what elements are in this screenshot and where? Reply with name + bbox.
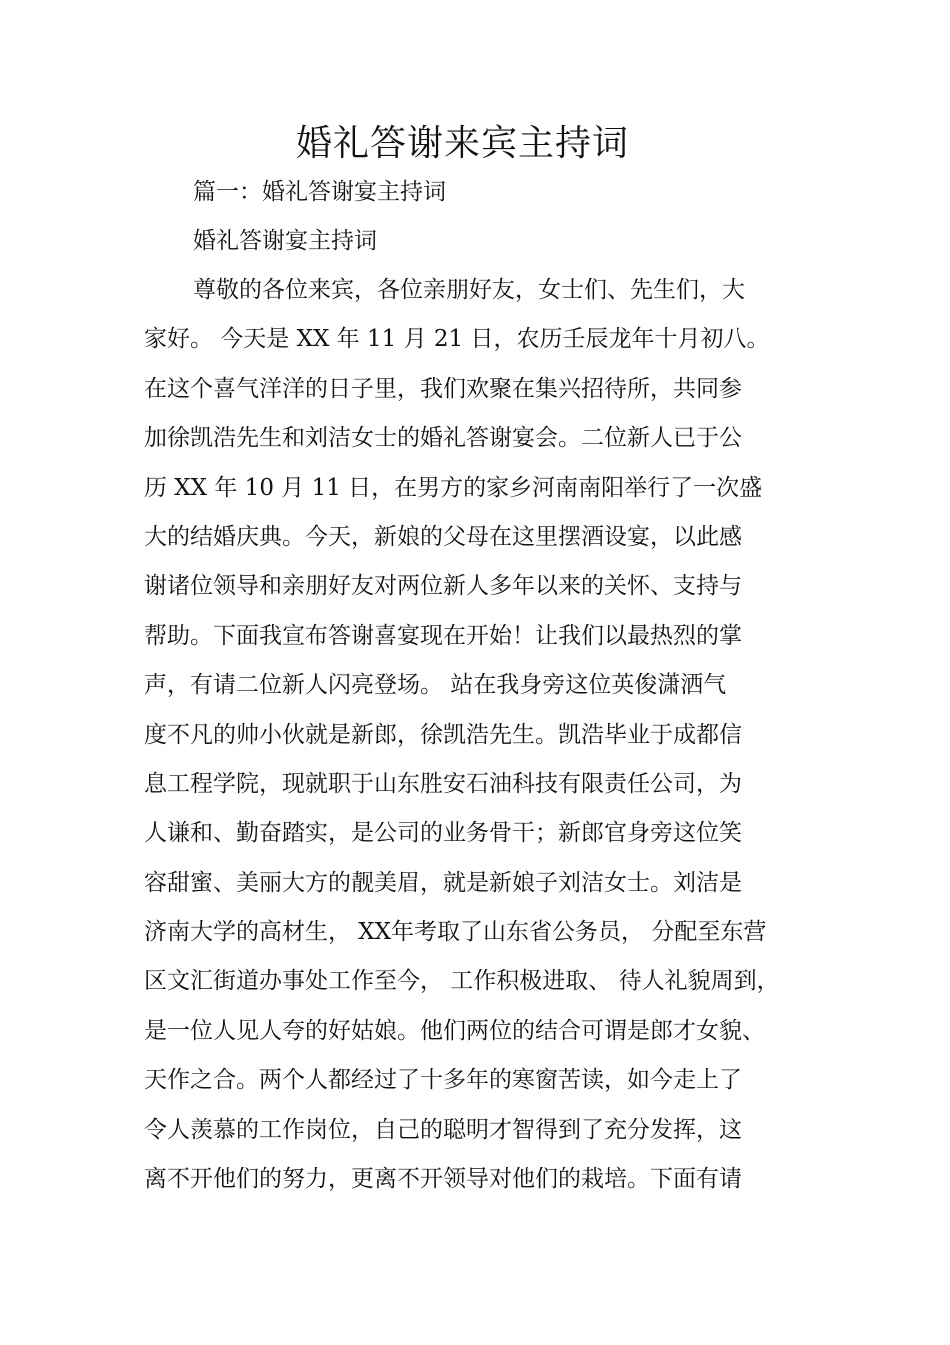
body-line: 度不凡的帅小伙就是新郎，徐凯浩先生。凯浩毕业于成都信 <box>144 721 742 748</box>
document-title: 婚礼答谢来宾主持词 <box>295 123 629 164</box>
body-line: 在这个喜气洋洋的日子里，我们欢聚在集兴招待所，共同参 <box>144 375 742 402</box>
subheading: 婚礼答谢宴主持词 <box>193 228 377 254</box>
body-line: 加徐凯浩先生和刘洁女士的婚礼答谢宴会。二位新人已于公 <box>144 425 742 452</box>
body-line: 容甜蜜、美丽大方的靓美眉，就是新娘子刘洁女士。刘洁是 <box>144 869 742 896</box>
body-line: 家好。 今天是 XX 年 11 月 21 日，农历壬辰龙年十月初八。 <box>144 326 770 353</box>
body-line: 令人羡慕的工作岗位，自己的聪明才智得到了充分发挥，这 <box>144 1116 742 1143</box>
body-line: 人谦和、勤奋踏实，是公司的业务骨干；新郎官身旁这位笑 <box>144 820 742 847</box>
body-line: 区文汇街道办事处工作至今， 工作积极进取、 待人礼貌周到， <box>144 968 780 995</box>
body-line: 尊敬的各位来宾，各位亲朋好友，女士们、先生们，大 <box>193 277 745 303</box>
body-line: 大的结婚庆典。今天，新娘的父母在这里摆酒设宴，以此感 <box>144 523 742 550</box>
body-line: 天作之合。两个人都经过了十多年的寒窗苦读，如今走上了 <box>144 1067 742 1094</box>
body-line: 是一位人见人夸的好姑娘。他们两位的结合可谓是郎才女貌、 <box>144 1017 765 1044</box>
body-line: 息工程学院，现就职于山东胜安石油科技有限责任公司，为 <box>144 770 742 797</box>
section-heading: 篇一：婚礼答谢宴主持词 <box>193 179 446 205</box>
body-line: 帮助。下面我宣布答谢喜宴现在开始！让我们以最热烈的掌 <box>144 622 742 649</box>
body-line: 济南大学的高材生， XX年考取了山东省公务员， 分配至东营 <box>144 919 767 946</box>
body-line: 谢诸位领导和亲朋好友对两位新人多年以来的关怀、支持与 <box>144 573 742 600</box>
body-text <box>144 272 824 1210</box>
body-line: 离不开他们的努力，更离不开领导对他们的栽培。下面有请 <box>144 1166 742 1193</box>
body-line: 声，有请二位新人闪亮登场。 站在我身旁这位英俊潇洒气 <box>144 672 727 699</box>
body-line: 历 XX 年 10 月 11 日，在男方的家乡河南南阳举行了一次盛 <box>144 474 763 501</box>
